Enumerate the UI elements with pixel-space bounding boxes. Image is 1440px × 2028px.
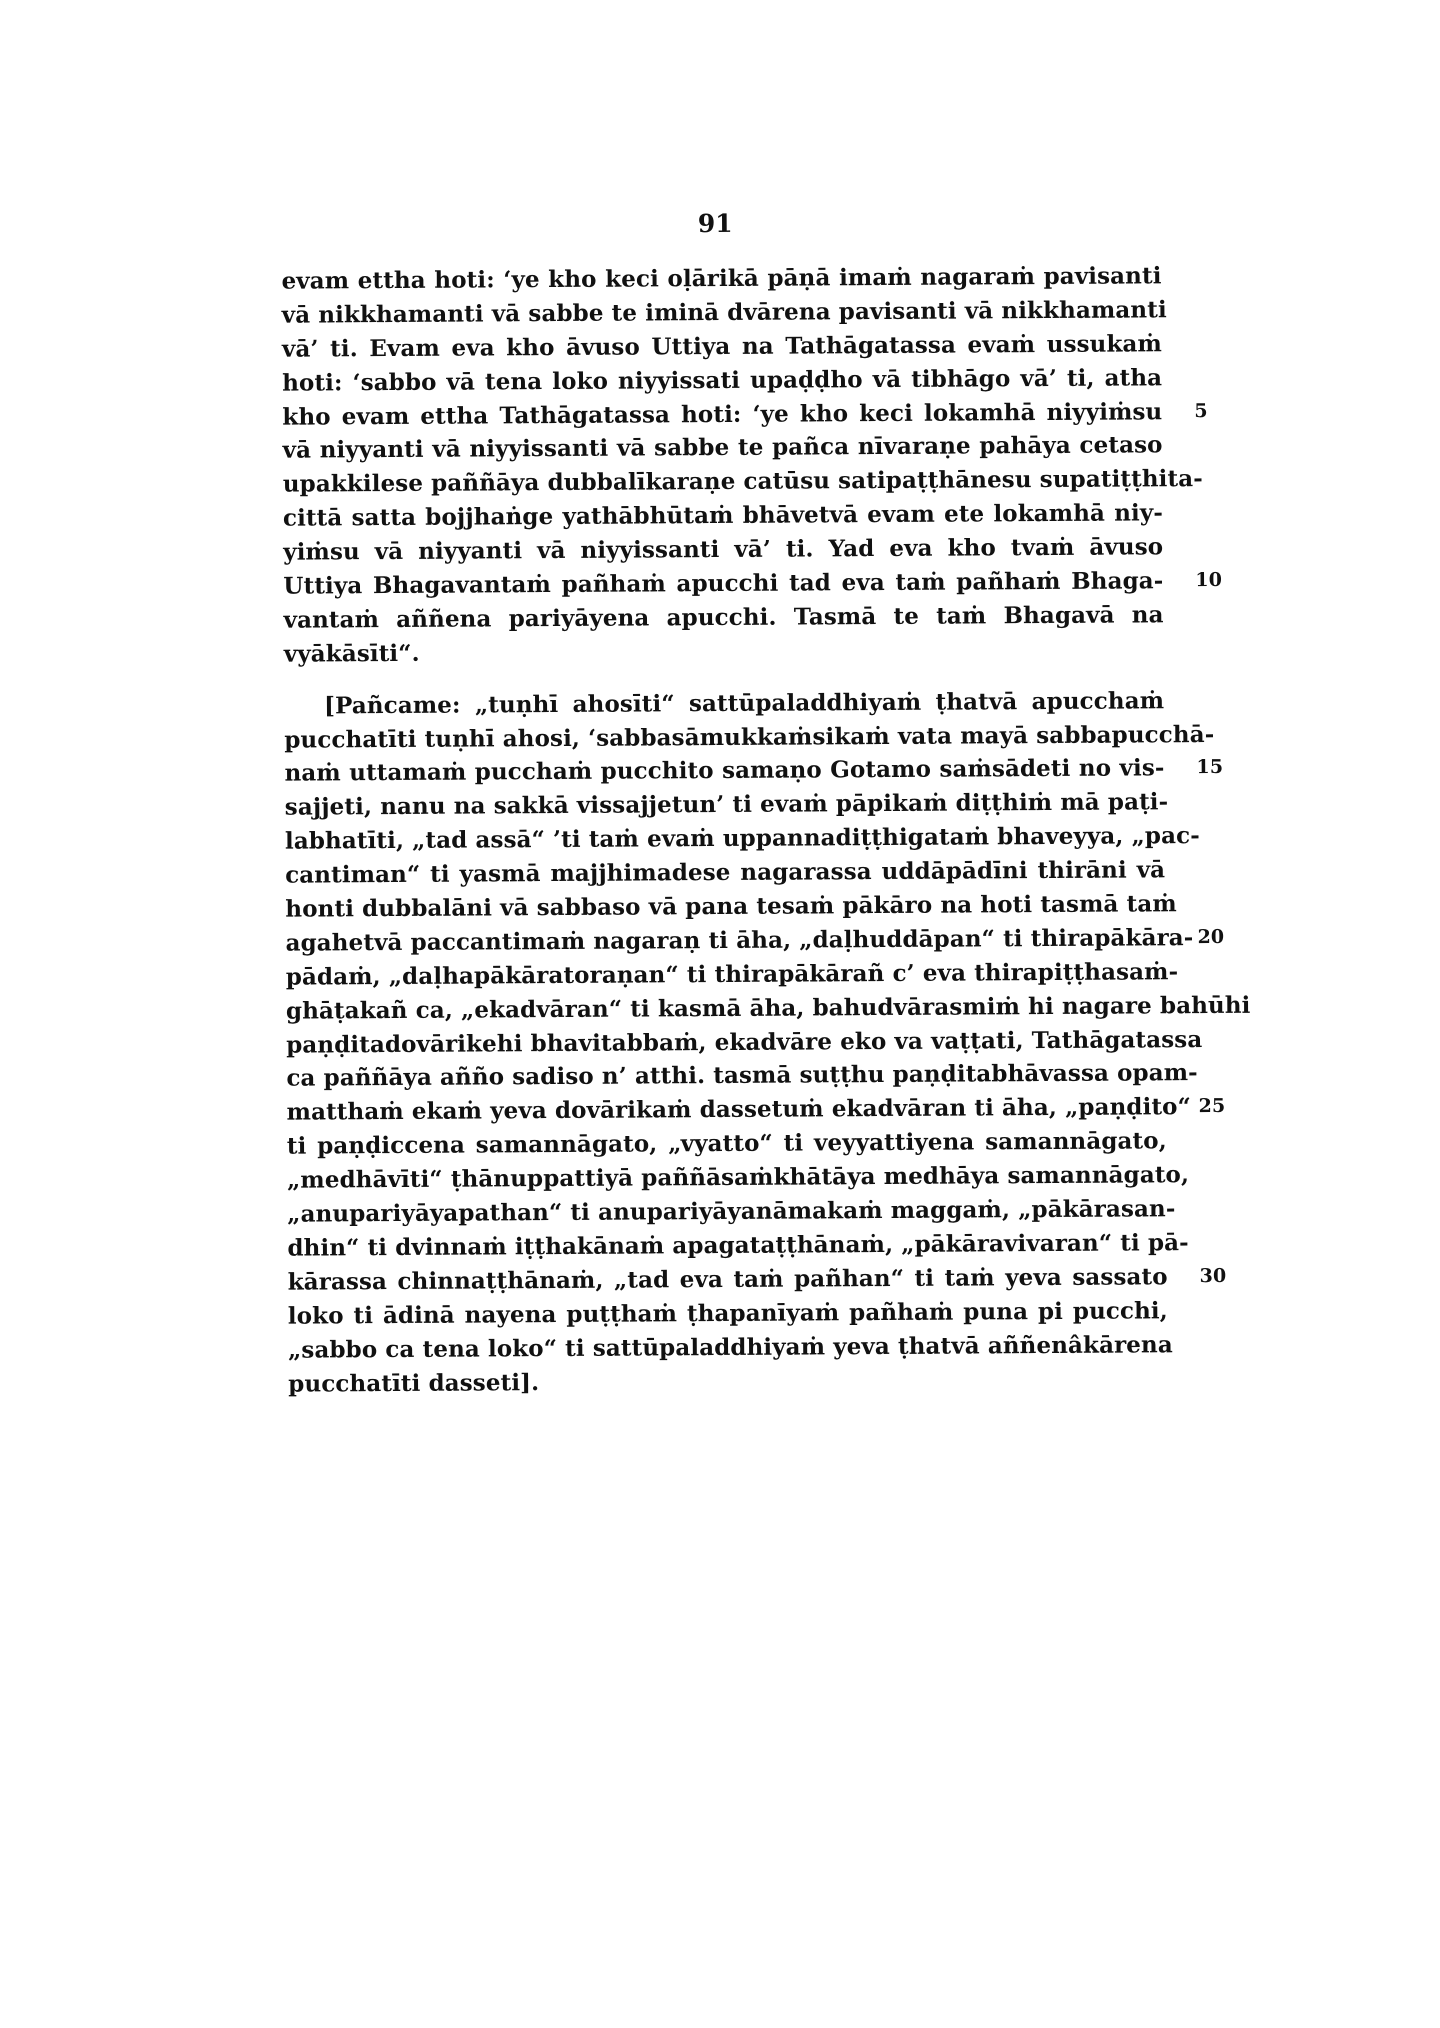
text-line: [285, 785, 1205, 825]
text-line: [284, 684, 1204, 724]
line-text: loko ti ādinā nayena puṭṭhaṁ ṭhapanīyaṁ pañhaṁ puna pi pucchi,: [287, 1296, 1168, 1330]
line-text: pādaṁ, „daḷhapākāratoraṇan“ ti thirapākārañ c’ eva thirapiṭṭhasaṁ-: [285, 958, 1179, 991]
line-text: pucchatīti tuṇhī ahosi, ‘sabbasāmukkaṁsikaṁ vata mayā sabbapucchā-: [284, 720, 1215, 754]
line-number: 25: [1198, 1095, 1226, 1118]
line-text: yiṁsu vā niyyanti vā niyyissanti vā’ ti. Yad eva kho tvaṁ āvuso: [283, 533, 1164, 566]
line-text: upakkilese paññāya dubbalīkaraṇe catūsu satipaṭṭhānesu supatiṭṭhita-: [282, 465, 1203, 499]
text-line: [288, 1328, 1208, 1368]
line-text: agahetvā paccantimaṁ nagaraṇ ti āha, „daḷhuddāpan“ ti thirapākāra-: [285, 924, 1194, 957]
line-text: „medhāvīti“ ṭhānuppattiyā paññāsaṁkhātāya medhāya samannāgato,: [286, 1161, 1190, 1194]
text-line: [288, 1294, 1208, 1334]
text-line: [284, 632, 1204, 672]
line-text: vā nikkhamanti vā sabbe te iminā dvārena pavisanti vā nikkhamanti: [281, 296, 1167, 329]
line-text: vyākāsīti“.: [283, 639, 420, 668]
text-line: [283, 530, 1203, 570]
line-text: vantaṁ aññena pariyāyena apucchi. Tasmā te taṁ Bhagavā na: [283, 601, 1164, 634]
line-text: honti dubbalāni vā sabbaso vā pana tesaṁ pākāro na hoti tasmā taṁ: [285, 890, 1177, 923]
text-line: [285, 853, 1205, 893]
line-text: pucchatīti dasseti].: [288, 1368, 540, 1398]
line-text: kho evam ettha Tathāgatassa hoti: ‘ye kho keci lokamhā niyyiṁsu: [282, 397, 1163, 431]
line-number: 10: [1195, 568, 1223, 592]
line-text: vā’ ti. Evam eva kho āvuso Uttiya na Tathāgatassa evaṁ ussukaṁ: [281, 330, 1163, 363]
page-number: 91: [697, 208, 733, 239]
line-text: dhin“ ti dvinnaṁ iṭṭhakānaṁ apagataṭṭhānaṁ, „pākāravivaran“ ti pā-: [287, 1229, 1189, 1262]
text-line: [282, 361, 1202, 401]
text-line: [287, 1158, 1207, 1198]
text-line: [285, 819, 1205, 859]
line-text: ghāṭakañ ca, „ekadvāran“ ti kasmā āha, bahudvārasmiṁ hi nagare bahūhi: [285, 991, 1251, 1025]
text-line: [286, 1057, 1206, 1097]
text-line: [285, 921, 1225, 961]
line-text: „sabbo ca tena loko“ ti sattūpaladdhiyaṁ yeva ṭhatvā aññenâkārena: [287, 1330, 1173, 1364]
line-text: Uttiya Bhagavantaṁ pañhaṁ apucchi tad eva taṁ pañhaṁ Bhaga-: [283, 567, 1164, 600]
text-line: [288, 1362, 1208, 1402]
text-line: [282, 327, 1202, 367]
text-line: [287, 1124, 1207, 1164]
line-text: kārassa chinnaṭṭhānaṁ, „tad eva taṁ pañhan“ ti taṁ yeva sassato: [287, 1263, 1168, 1296]
text-line: [287, 1226, 1207, 1266]
text-line: [283, 564, 1223, 604]
line-number: 15: [1196, 756, 1224, 779]
text-line: [283, 496, 1203, 536]
line-number: 30: [1199, 1264, 1227, 1287]
text-body: [281, 259, 1251, 1401]
text-line: [285, 989, 1251, 1029]
text-line: [284, 752, 1224, 792]
line-text: „anupariyāyapathan“ ti anupariyāyanāmakaṁ maggaṁ, „pākārasan-: [287, 1195, 1176, 1228]
line-text: naṁ uttamaṁ pucchaṁ pucchito samaṇo Gotamo saṁsādeti no vis-: [284, 754, 1165, 788]
line-text: vā niyyanti vā niyyissanti vā sabbe te pañca nīvaraṇe pahāya cetaso: [282, 431, 1163, 465]
line-number: 20: [1197, 925, 1225, 949]
text-line: [282, 395, 1208, 435]
line-text: [Pañcame: „tuṇhī ahosīti“ sattūpaladdhiyaṁ ṭhatvā apucchaṁ: [324, 686, 1165, 720]
line-text: ca paññāya añño sadiso n’ atthi. tasmā suṭṭhu paṇḍitabhāvassa opam-: [286, 1059, 1198, 1093]
text-line: [287, 1192, 1207, 1232]
text-line: [283, 462, 1203, 502]
text-line: [282, 293, 1202, 333]
text-line: [285, 887, 1205, 927]
text-line: [282, 428, 1202, 468]
text-line: [287, 1260, 1227, 1300]
text-line: [281, 259, 1201, 299]
text-line: [283, 598, 1203, 638]
line-text: hoti: ‘sabbo vā tena loko niyyissati upaḍḍho vā tibhāgo vā’ ti, atha: [282, 363, 1163, 397]
line-text: labhatīti, „tad assā“ ’ti taṁ evaṁ uppannadiṭṭhigataṁ bhaveyya, „pac-: [284, 822, 1200, 855]
line-text: evam ettha hoti: ‘ye kho keci oḷārikā pāṇā imaṁ nagaraṁ pavisanti: [281, 262, 1162, 295]
text-line: [286, 955, 1206, 995]
line-text: cantiman“ ti yasmā majjhimadese nagarassa uddāpādīni thirāni vā: [285, 856, 1166, 889]
line-text: paṇḍitadovārikehi bhavitabbaṁ, ekadvāre eko va vaṭṭati, Tathāgatassa: [286, 1025, 1203, 1059]
line-number: 5: [1194, 399, 1208, 422]
text-line: [286, 1023, 1206, 1063]
text-line: [284, 718, 1215, 758]
line-text: cittā satta bojjhaṅge yathābhūtaṁ bhāvetvā evam ete lokamhā niy-: [282, 499, 1164, 532]
line-text: sajjeti, nanu na sakkā vissajjetun’ ti evaṁ pāpikaṁ diṭṭhiṁ mā paṭi-: [284, 788, 1169, 822]
line-text: matthaṁ ekaṁ yeva dovārikaṁ dassetuṁ ekadvāran ti āha, „paṇḍito“: [286, 1093, 1191, 1127]
text-line: [286, 1090, 1226, 1130]
line-text: ti paṇḍiccena samannāgato, „vyatto“ ti veyyattiyena samannāgato,: [286, 1127, 1167, 1160]
